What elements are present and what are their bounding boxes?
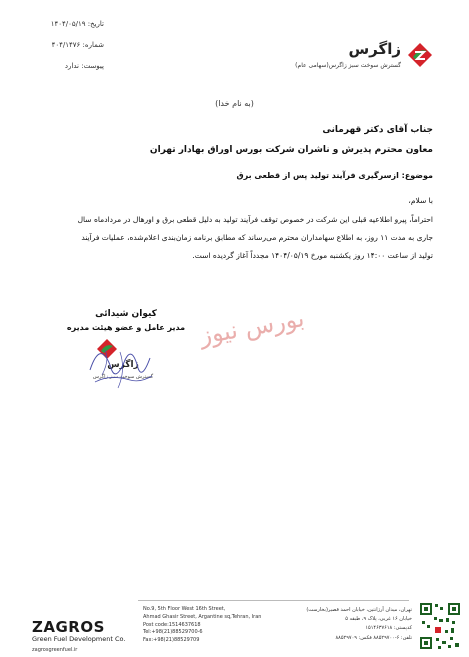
bismillah: (به نام خدا) <box>215 99 254 108</box>
stamp-subtitle: گسترش سوخت سبز زاگرس <box>92 374 154 380</box>
body-line: تولید از ساعت ۱۴:۰۰ روز یکشنبه مورخ ۱۴۰۴/۰۵/۱۹ مجدداً آغاز گردیده است. <box>192 251 433 260</box>
letter-body <box>33 211 433 265</box>
address-line: Fax:+98(21)88529709 <box>143 637 200 644</box>
company-logo <box>253 38 433 78</box>
company-subtitle: گسترش سوخت سبز زاگرس(سهامی عام) <box>295 62 401 69</box>
letter-subject: موضوع: ازسرگیری فرآیند تولید پس از قطعی برق <box>236 171 433 180</box>
address-line: Tel:+98(21)88529700-6 <box>143 629 203 636</box>
signer-title: مدیر عامل و عضو هیئت مدیره <box>66 323 186 332</box>
handwritten-signature <box>80 330 160 400</box>
signer-name: کیوان شیدائی <box>95 309 157 319</box>
letter-footer <box>0 598 469 657</box>
address-line: Ahmad Ghasir Street, Argantine sq,Tehran, Iran <box>143 613 262 620</box>
footer-persian-address <box>282 606 412 643</box>
addressee-title: معاون محترم پذیرش و ناشران شرکت بورس اوراق بهادار تهران <box>149 145 433 155</box>
address-line: تلفن: ۶-۸۸۵۲۹۷۰۰ فکس: ۸۸۵۲۹۷۰۹ <box>335 634 412 641</box>
signer-block <box>66 309 186 332</box>
footer-brand-subtitle: Green Fuel Development Co. <box>32 635 126 643</box>
footer-english-address <box>143 606 261 645</box>
footer-brand: ZAGROS <box>32 618 105 636</box>
qr-code-icon <box>418 601 462 651</box>
letter-number: شماره: ۴۰۴/۱۴۷۶ <box>51 41 104 49</box>
address-line: خیابان ۱۶ غربی، پلاک ۹، طبقه ۵ <box>345 616 412 623</box>
greeting: با سلام، <box>408 196 433 205</box>
address-line: کدپستی: ۱۵۱۴۶۳۷۶۱۸ <box>365 625 412 632</box>
letter-attachment: پیوست: ندارد <box>64 62 104 70</box>
footer-website[interactable]: zagrosgreenfuel.ir <box>32 647 78 653</box>
address-line: Post code:1514637618 <box>143 621 201 628</box>
company-name: زاگرس <box>348 40 401 58</box>
address-line: تهران، میدان آرژانتین، خیابان احمد قصیر(بخارست) <box>306 607 412 613</box>
body-line: جاری به مدت ۱۱ روز، به اطلاع سهامداران محترم می‌رساند که مطابق برنامه زمان‌بندی اعلام‌شده، عملیات فرآیند <box>81 233 433 242</box>
footer-divider <box>138 600 409 601</box>
zagros-logo-icon <box>407 42 433 68</box>
letter-date: تاریخ: ۱۴۰۴/۰۵/۱۹ <box>50 20 104 28</box>
letter-meta <box>44 14 104 77</box>
stamp-name: زاگرس <box>107 360 139 370</box>
watermark-text: بورس نیوز <box>197 304 307 350</box>
address-line: No.9, 5th Floor West 16th Street, <box>143 606 226 612</box>
addressee-name: جناب آقای دکتر قهرمانی <box>322 125 433 135</box>
body-line: احتراماً، پیرو اطلاعیه قبلی این شرکت در خصوص توقف فرآیند تولید به دلیل قطعی برق و اورهال در مردادماه سال <box>77 215 433 224</box>
